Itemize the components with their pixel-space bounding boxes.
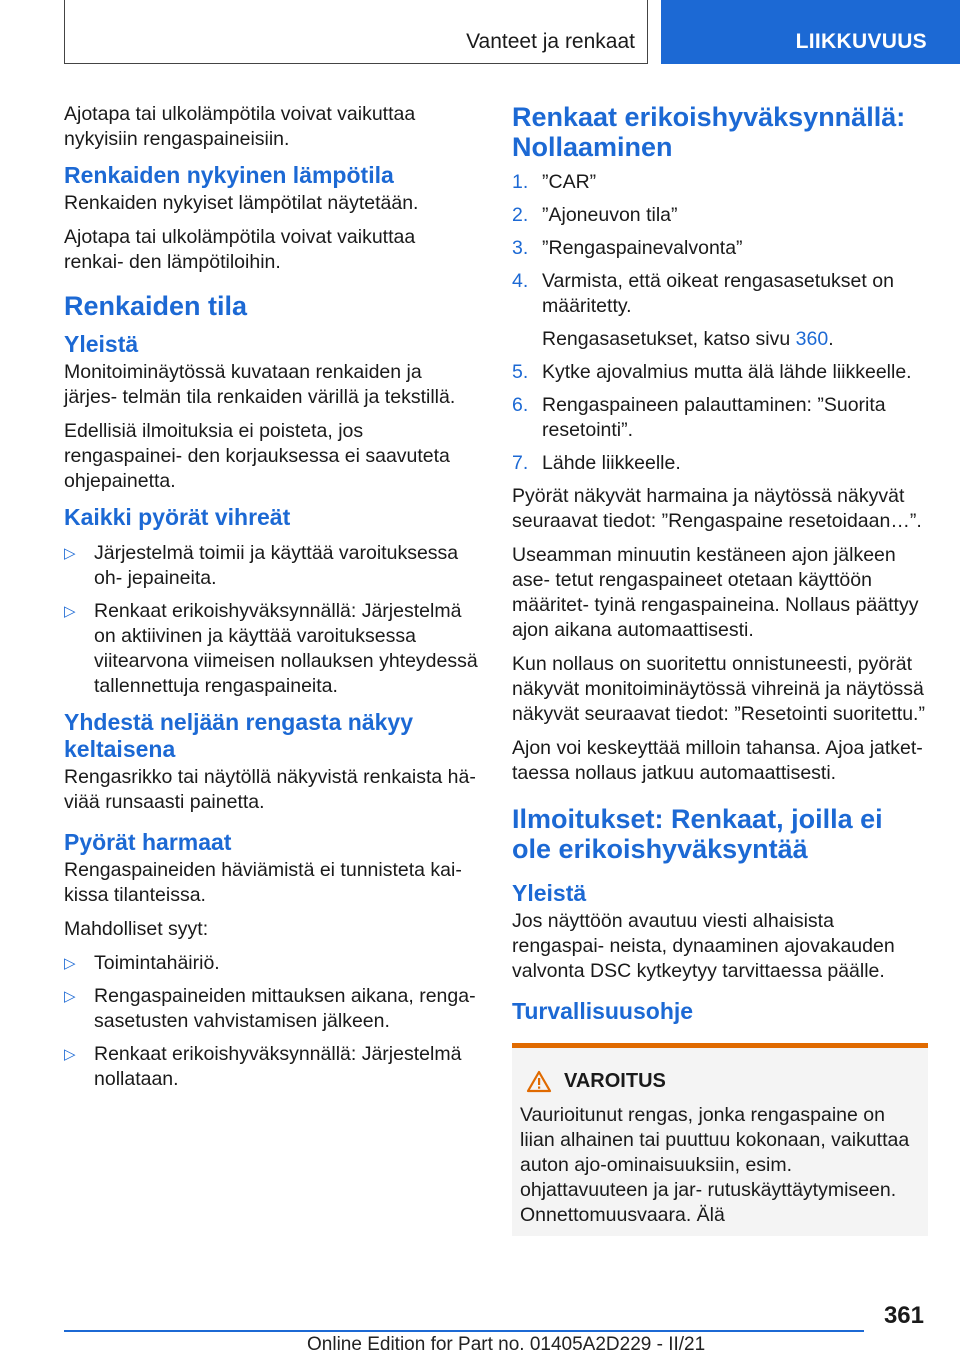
- notice-paragraph: Jos näyttöön avautuu viesti alhaisista rengaspai- neista, dynaaminen ajovakauden valvonta DSC kytkeytyy tarvittaessa päälle.: [512, 910, 895, 982]
- header-chapter-tab: [661, 0, 960, 64]
- reset-steps: [512, 170, 926, 476]
- reset-paragraph-1: Pyörät näkyvät harmaina ja näytössä näkyvät seuraavat tiedot: ”Rengaspaine resetoidaan…”.: [512, 485, 922, 532]
- yellow-heading: Yhdestä neljään rengasta näkyy keltaisena: [64, 709, 413, 762]
- triangle-bullet-icon: ▷: [64, 603, 76, 620]
- gray-paragraph-1: Rengaspaineiden häviämistä ei tunnisteta kai- kissa tilanteissa.: [64, 859, 462, 906]
- list-item: ▷ Rengaspaineiden mittauksen aikana, renga- sasetusten vahvistamisen jälkeen.: [64, 985, 476, 1032]
- green-heading: Kaikki pyörät vihreät: [64, 504, 291, 530]
- step-item: 5. Kytke ajovalmius mutta älä lähde liikkeelle.: [512, 361, 912, 383]
- chapter-title: LIIKKUVUUS: [795, 30, 927, 53]
- intro-paragraph: Ajotapa tai ulkolämpötila voivat vaikuttaa nykyisiin rengaspaineisiin.: [64, 103, 416, 150]
- right-column: [512, 102, 926, 1236]
- status-heading: Renkaiden tila: [64, 291, 248, 321]
- page-number: 361: [883, 1302, 924, 1329]
- warning-title: VAROITUS: [564, 1070, 666, 1092]
- step-item: 6. Rengaspaineen palauttaminen: ”Suorita resetointi”.: [512, 394, 886, 441]
- safety-heading: Turvallisuusohje: [512, 998, 694, 1024]
- reset-paragraph-4: Ajon voi keskeyttää milloin tahansa. Ajoa jatket- taessa nollaus jatkuu automaattisesti.: [512, 737, 923, 784]
- warning-text: Vaurioitunut rengas, jonka rengaspaine on liian alhainen tai puuttuu kokonaan, vaikuttaa auton ajo-ominaisuuksiin, esim. ohjattavuuteen ja jar- rutuskäyttäytymiseen. Onnettomuusvaara. Älä: [520, 1104, 910, 1226]
- list-item: ▷ Toimintahäiriö.: [64, 952, 220, 974]
- warning-box: [512, 1043, 928, 1236]
- yellow-paragraph: Rengasrikko tai näytöllä näkyvistä renkaista hä- viää runsaasti painetta.: [64, 766, 476, 813]
- section-title: Vanteet ja renkaat: [466, 30, 635, 53]
- step-item: 1. ”CAR”: [512, 171, 597, 193]
- gray-list: [64, 951, 478, 1092]
- temp-heading: Renkaiden nykyinen lämpötila: [64, 162, 394, 188]
- green-list: [64, 541, 478, 699]
- notice-heading: Ilmoitukset: Renkaat, joilla ei ole erikoishyväksyntää: [512, 804, 883, 864]
- gray-paragraph-2: Mahdolliset syyt:: [64, 918, 209, 940]
- header-section-tab: [64, 0, 648, 64]
- gray-heading: Pyörät harmaat: [64, 829, 232, 855]
- footer-edition: Online Edition for Part no. 01405A2D229 - II/21: [307, 1334, 706, 1355]
- page-link-360[interactable]: 360: [795, 328, 829, 350]
- list-item: ▷ Järjestelmä toimii ja käyttää varoituksessa oh- jepaineita.: [64, 542, 459, 589]
- notice-general-heading: Yleistä: [512, 880, 587, 906]
- list-item: ▷ Renkaat erikoishyväksynnällä: Järjestelmä nollataan.: [64, 1043, 462, 1090]
- list-item: ▷ Renkaat erikoishyväksynnällä: Järjestelmä on aktiivinen ja käyttää varoituksessa viitearvona viimeisen nollauksen yhteydessä tallennettuja rengaspaineita.: [64, 600, 478, 697]
- step-item: 4. Varmista, että oikeat rengasasetukset on määritetty. Rengasasetukset, katso sivu 360.: [512, 269, 926, 352]
- reset-paragraph-3: Kun nollaus on suoritettu onnistuneesti, pyörät näkyvät monitoiminäytössä vihreinä ja näytössä näkyvät seuraavat tiedot: ”Resetointi suoritettu.”: [512, 653, 925, 725]
- step-item: 3. ”Rengaspainevalvonta”: [512, 237, 743, 259]
- general-heading: Yleistä: [64, 331, 139, 357]
- reset-paragraph-2: Useamman minuutin kestäneen ajon jälkeen ase- tetut rengaspaineet otetaan käyttöön määritet- tyinä rengaspaineina. Nollaus päättyy ajon aikana automaattisesti.: [512, 544, 919, 641]
- triangle-bullet-icon: ▷: [64, 955, 76, 972]
- temp-paragraph-1: Renkaiden nykyiset lämpötilat näytetään.: [64, 192, 419, 214]
- step-4-note: Rengasasetukset, katso sivu 360.: [542, 328, 834, 350]
- triangle-bullet-icon: ▷: [64, 988, 76, 1005]
- warning-triangle-icon: [526, 1070, 552, 1093]
- step-item: 2. ”Ajoneuvon tila”: [512, 204, 678, 226]
- general-paragraph-2: Edellisiä ilmoituksia ei poisteta, jos rengaspainei- den korjauksessa ei saavuteta ohjepainetta.: [64, 420, 450, 492]
- reset-heading: Renkaat erikoishyväksynnällä: Nollaaminen: [512, 102, 906, 162]
- temp-paragraph-2: Ajotapa tai ulkolämpötila voivat vaikuttaa renkai- den lämpötiloihin.: [64, 226, 416, 273]
- left-column: [64, 102, 478, 1100]
- footer-divider: [64, 1330, 864, 1332]
- triangle-bullet-icon: ▷: [64, 1046, 76, 1063]
- triangle-bullet-icon: ▷: [64, 545, 76, 562]
- general-paragraph-1: Monitoiminäytössä kuvataan renkaiden ja järjes- telmän tila renkaiden värillä ja tekstillä.: [64, 361, 456, 408]
- step-item: 7. Lähde liikkeelle.: [512, 452, 681, 474]
